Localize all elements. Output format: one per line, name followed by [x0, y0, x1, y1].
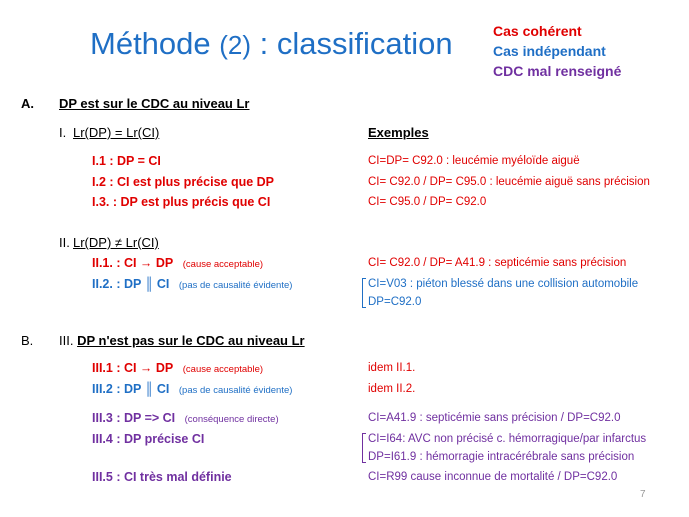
sub1-num: I.	[59, 125, 67, 140]
row-iii4-example: CI=I64: AVC non précisé c. hémorragique/par infarctus	[368, 433, 647, 445]
row-i1-example: CI=DP= C92.0 : leucémie myéloïde aiguë	[368, 155, 580, 167]
row-i1-label: I.1 : DP = CI	[92, 154, 161, 168]
page-number: 7	[640, 489, 646, 500]
row-iii1	[92, 361, 263, 375]
brace-ii2	[362, 278, 366, 308]
row-ii1	[92, 256, 263, 270]
row-ii2-label: II.2. : DP ║ CI	[92, 277, 170, 291]
row-iii3-label: III.3 : DP => CI	[92, 411, 176, 425]
row-i3-label: I.3. : DP est plus précis que CI	[92, 195, 271, 209]
sub2-num: II.	[59, 235, 70, 250]
row-i2-label: I.2 : CI est plus précise que DP	[92, 175, 275, 189]
title-rest: : classification	[259, 26, 453, 61]
legend-independant: Cas indépendant	[493, 43, 606, 59]
row-iii3-example: CI=A41.9 : septicémie sans précision / DP=C92.0	[368, 412, 621, 424]
sub2-label: Lr(DP) ≠ Lr(CI)	[73, 235, 159, 250]
page-title	[90, 26, 453, 62]
row-ii2-example1: CI=V03 : piéton blessé dans une collision automobile	[368, 278, 639, 290]
row-iii3	[92, 411, 279, 425]
examples-label: Exemples	[368, 125, 429, 140]
row-iii1-note: (cause acceptable)	[182, 364, 264, 375]
title-main: Méthode	[90, 26, 211, 61]
row-iii4-example2: DP=I61.9 : hémorragie intracérébrale sans précision	[368, 451, 635, 463]
row-i3-example: CI= C95.0 / DP= C92.0	[368, 196, 487, 208]
section-a-heading: DP est sur le CDC au niveau Lr	[59, 96, 250, 111]
row-ii1-label: II.1. : CI → DP	[92, 256, 174, 270]
section-b-title	[59, 333, 305, 348]
row-iii2-label: III.2 : DP ║ CI	[92, 382, 170, 396]
row-iii2	[92, 382, 292, 396]
row-iii2-example: idem II.2.	[368, 383, 416, 395]
row-ii2-note: (pas de causalité évidente)	[178, 280, 293, 291]
row-iii5-example: CI=R99 cause inconnue de mortalité / DP=C92.0	[368, 471, 618, 483]
row-ii2	[92, 277, 292, 291]
section-b-letter: B.	[21, 333, 34, 348]
row-iii1-example: idem II.1.	[368, 362, 416, 374]
legend-mal: CDC mal renseigné	[493, 63, 622, 79]
section-b-heading: DP n'est pas sur le CDC au niveau Lr	[77, 333, 305, 348]
row-iii4-label: III.4 : DP précise CI	[92, 432, 205, 446]
brace-iii4	[362, 433, 366, 463]
row-iii5-label: III.5 : CI très mal définie	[92, 470, 232, 484]
title-num: (2)	[219, 30, 252, 60]
sub1-label: Lr(DP) = Lr(CI)	[73, 125, 160, 140]
row-iii2-note: (pas de causalité évidente)	[178, 385, 293, 396]
row-ii2-example2: DP=C92.0	[368, 296, 422, 308]
row-i2-example: CI= C92.0 / DP= C95.0 : leucémie aiguë sans précision	[368, 176, 650, 188]
section-a-letter: A.	[21, 96, 34, 111]
row-ii1-note: (cause acceptable)	[182, 259, 264, 270]
row-iii1-label: III.1 : CI → DP	[92, 361, 174, 375]
legend-coherent: Cas cohérent	[493, 23, 582, 39]
section-b-num: III.	[59, 333, 74, 348]
row-ii1-example: CI= C92.0 / DP= A41.9 : septicémie sans précision	[368, 257, 627, 269]
row-iii3-note: (conséquence directe)	[184, 414, 279, 425]
